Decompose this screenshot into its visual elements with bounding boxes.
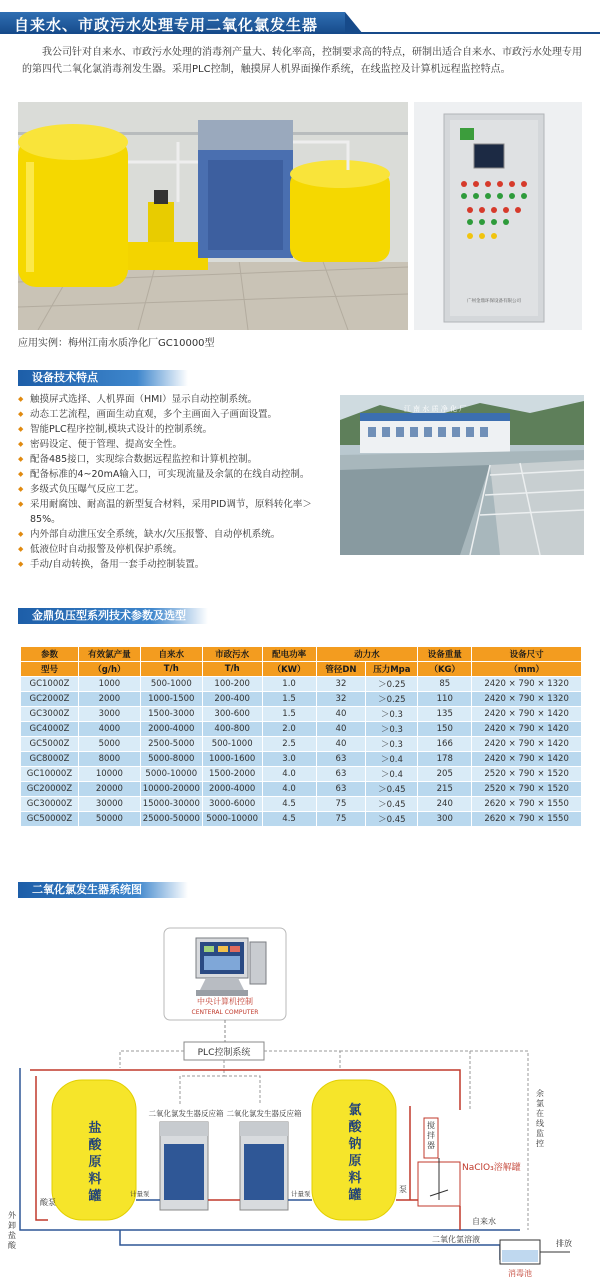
table-cell: 2420 × 790 × 1320 <box>472 692 582 707</box>
table-cell: 2420 × 790 × 1420 <box>472 722 582 737</box>
table-cell: 25000-50000 <box>140 812 202 827</box>
table-cell: 2.5 <box>262 737 316 752</box>
table-row <box>21 737 582 752</box>
feature-item: ◆ 配备485接口，实现综合数据远程监控和计算机控制。 <box>18 452 336 467</box>
table-cell: ＞0.3 <box>366 707 418 722</box>
table-row <box>21 722 582 737</box>
col-header: 设备重量 <box>418 647 472 662</box>
table-cell: 85 <box>418 677 472 692</box>
table-cell: GC50000Z <box>21 812 79 827</box>
table-cell: GC10000Z <box>21 767 79 782</box>
col-subheader: T/h <box>140 662 202 677</box>
table-cell: GC8000Z <box>21 752 79 767</box>
table-cell: 215 <box>418 782 472 797</box>
table-cell: 63 <box>316 752 366 767</box>
table-cell: 5000-8000 <box>140 752 202 767</box>
meter-pump-label-1: 计量泵 <box>130 1190 150 1198</box>
table-cell: GC5000Z <box>21 737 79 752</box>
feature-item: ◆ 手动/自动转换，备用一套手动控制装置。 <box>18 557 336 572</box>
table-cell: 63 <box>316 782 366 797</box>
feature-item: ◆ 采用耐腐蚀、耐高温的新型复合材料，采用PID调节，原料转化率＞85%。 <box>18 497 336 527</box>
feature-item: ◆ 低液位时自动报警及停机保护系统。 <box>18 542 336 557</box>
table-cell: ＞0.45 <box>366 812 418 827</box>
reactor-1-label: 二氧化氯发生器反应箱 <box>148 1109 224 1118</box>
naclo3-tank-label: 氯酸钠原料罐 <box>348 1103 362 1203</box>
table-row <box>21 707 582 722</box>
reactor-unit-1 <box>149 1108 224 1210</box>
computer-label-cn: 中央计算机控制 <box>197 997 253 1006</box>
table-row <box>21 797 582 812</box>
table-cell: 2520 × 790 × 1520 <box>472 782 582 797</box>
table-cell: 32 <box>316 692 366 707</box>
feature-item: ◆ 动态工艺流程，画面生动直观，多个主画面入子画面设置。 <box>18 407 336 422</box>
table-cell: 3000 <box>78 707 140 722</box>
tap-water-label: 自来水 <box>472 1217 496 1226</box>
control-cabinet-photo <box>414 102 582 330</box>
table-cell: 2420 × 790 × 1420 <box>472 707 582 722</box>
table-cell: 32 <box>316 677 366 692</box>
title-bar <box>0 12 600 34</box>
col-header: 配电功率 <box>262 647 316 662</box>
col-subheader: T/h <box>202 662 262 677</box>
table-cell: 30000 <box>78 797 140 812</box>
treatment-plant-illustration <box>340 395 584 555</box>
feature-item: ◆ 触摸屏式选择、人机界面（HMI）显示自动控制系统。 <box>18 392 336 407</box>
table-cell: ＞0.4 <box>366 752 418 767</box>
table-cell: 40 <box>316 737 366 752</box>
table-cell: 1000-1500 <box>140 692 202 707</box>
naclo3-dissolving-label: NaClO₃溶解罐 <box>462 1163 521 1173</box>
residual-monitor-label: 余氯在线监控 <box>536 1089 544 1148</box>
page-title: 自来水、市政污水处理专用二氧化氯发生器 <box>14 16 319 34</box>
table-cell: 63 <box>316 767 366 782</box>
table-cell: 2000-4000 <box>202 782 262 797</box>
table-cell: 75 <box>316 797 366 812</box>
table-cell: 10000-20000 <box>140 782 202 797</box>
feature-item: ◆ 内外部自动泄压安全系统，缺水/欠压报警、自动停机系统。 <box>18 527 336 542</box>
table-cell: 50000 <box>78 812 140 827</box>
table-cell: 2520 × 790 × 1520 <box>472 767 582 782</box>
table-cell: 205 <box>418 767 472 782</box>
col-header: 动力水 <box>316 647 418 662</box>
table-cell: 1000 <box>78 677 140 692</box>
table-cell: 5000-10000 <box>140 767 202 782</box>
table-section-title: 金鼎负压型系列技术参数及选型 <box>18 608 208 624</box>
table-cell: ＞0.45 <box>366 782 418 797</box>
computer-label-en: CENTERAL COMPUTER <box>191 1009 259 1016</box>
table-cell: 2000-4000 <box>140 722 202 737</box>
table-cell: 2420 × 790 × 1320 <box>472 677 582 692</box>
spec-table <box>20 646 582 827</box>
table-cell: 4000 <box>78 722 140 737</box>
table-cell: 100-200 <box>202 677 262 692</box>
col-subheader: （KG） <box>418 662 472 677</box>
pump-label: 泵 <box>399 1185 407 1194</box>
table-row <box>21 677 582 692</box>
table-cell: 2420 × 790 × 1420 <box>472 752 582 767</box>
table-cell: 1.5 <box>262 707 316 722</box>
disinfection-pool-label: 消毒池 <box>508 1269 532 1278</box>
table-cell: 3000-6000 <box>202 797 262 812</box>
table-cell: 110 <box>418 692 472 707</box>
table-cell: 1500-2000 <box>202 767 262 782</box>
reactor-2-label: 二氧化氯发生器反应箱 <box>226 1109 302 1118</box>
table-cell: 8000 <box>78 752 140 767</box>
intro-paragraph: 我公司针对自来水、市政污水处理的消毒剂产量大、转化率高，控制要求高的特点，研制出适合自来水、市政污水处理专用的第四代二氧化氯消毒剂发生器。采用PLC控制，触摸屏人机界面操作系统，在线监控及计算机远程监控特点。 <box>22 47 582 75</box>
table-cell: 4.0 <box>262 767 316 782</box>
col-subheader: 型号 <box>21 662 79 677</box>
table-cell: ＞0.3 <box>366 737 418 752</box>
table-cell: 1.5 <box>262 692 316 707</box>
table-row <box>21 752 582 767</box>
table-cell: ＞0.25 <box>366 692 418 707</box>
table-cell: 75 <box>316 812 366 827</box>
table-cell: GC3000Z <box>21 707 79 722</box>
diagram-section-title: 二氧化氯发生器系统图 <box>18 882 188 898</box>
treatment-plant-photo <box>340 395 584 555</box>
plant-sign: 江 南 水 质 净 化 厂 <box>403 405 467 413</box>
col-subheader: 管径DN <box>316 662 366 677</box>
table-row <box>21 812 582 827</box>
table-cell: 15000-30000 <box>140 797 202 812</box>
table-cell: 4.0 <box>262 782 316 797</box>
table-cell: 1000-1600 <box>202 752 262 767</box>
table-cell: 300-600 <box>202 707 262 722</box>
table-cell: 5000-10000 <box>202 812 262 827</box>
table-cell: 1500-3000 <box>140 707 202 722</box>
table-cell: 500-1000 <box>202 737 262 752</box>
col-subheader: （KW） <box>262 662 316 677</box>
table-cell: 40 <box>316 722 366 737</box>
col-header: 市政污水 <box>202 647 262 662</box>
col-subheader: 压力Mpa <box>366 662 418 677</box>
table-cell: 5000 <box>78 737 140 752</box>
table-cell: 2000 <box>78 692 140 707</box>
feature-item: ◆ 多级式负压曝气反应工艺。 <box>18 482 336 497</box>
table-cell: 2420 × 790 × 1420 <box>472 737 582 752</box>
table-header-row <box>21 662 582 677</box>
col-header: 有效氯产量 <box>78 647 140 662</box>
meter-pump-label-2: 计量泵 <box>291 1190 311 1198</box>
feature-item: ◆ 智能PLC程序控制,模块式设计的控制系统。 <box>18 422 336 437</box>
table-cell: 150 <box>418 722 472 737</box>
table-cell: 2.0 <box>262 722 316 737</box>
table-cell: ＞0.25 <box>366 677 418 692</box>
table-row <box>21 692 582 707</box>
table-cell: 178 <box>418 752 472 767</box>
table-cell: 2620 × 790 × 1550 <box>472 797 582 812</box>
table-cell: 1.0 <box>262 677 316 692</box>
feature-item: ◆ 密码设定、便于管理、提高安全性。 <box>18 437 336 452</box>
col-header: 设备尺寸 <box>472 647 582 662</box>
table-cell: GC20000Z <box>21 782 79 797</box>
clo2-solution-label: 二氧化氯溶液 <box>432 1235 480 1244</box>
table-row <box>21 782 582 797</box>
table-cell: 400-800 <box>202 722 262 737</box>
table-cell: 200-400 <box>202 692 262 707</box>
table-cell: 10000 <box>78 767 140 782</box>
features-list <box>18 392 336 572</box>
table-cell: GC1000Z <box>21 677 79 692</box>
table-cell: 2500-5000 <box>140 737 202 752</box>
table-cell: GC4000Z <box>21 722 79 737</box>
table-cell: 40 <box>316 707 366 722</box>
stirrer-label: 搅拌器 <box>427 1121 435 1150</box>
table-cell: 300 <box>418 812 472 827</box>
plc-label: PLC控制系统 <box>197 1048 251 1058</box>
cabinet-label: 广州金鼎环保设备有限公司 <box>467 299 521 304</box>
plant-photo <box>18 102 408 330</box>
table-cell: 4.5 <box>262 812 316 827</box>
table-cell: ＞0.4 <box>366 767 418 782</box>
table-cell: 135 <box>418 707 472 722</box>
table-cell: 240 <box>418 797 472 812</box>
control-cabinet-illustration <box>414 102 582 330</box>
acid-pump-label: 酸泵 <box>40 1198 56 1207</box>
table-row <box>21 767 582 782</box>
plant-photo-illustration <box>18 102 408 330</box>
table-cell: 2620 × 790 × 1550 <box>472 812 582 827</box>
features-section-title: 设备技术特点 <box>18 370 188 386</box>
col-header: 参数 <box>21 647 79 662</box>
table-header-row <box>21 647 582 662</box>
system-diagram <box>0 900 600 1286</box>
feature-item: ◆ 配备标准的4~20mA输入口，可实现流量及余氯的在线自动控制。 <box>18 467 336 482</box>
unload-acid-label: 外卸盐酸 <box>8 1211 16 1250</box>
table-cell: ＞0.3 <box>366 722 418 737</box>
table-cell: 166 <box>418 737 472 752</box>
table-cell: 500-1000 <box>140 677 202 692</box>
photo-caption: 应用实例：梅州江南水质净化厂GC10000型 <box>18 338 215 349</box>
hcl-tank-label: 盐酸原料罐 <box>88 1121 102 1204</box>
table-cell: 3.0 <box>262 752 316 767</box>
table-cell: ＞0.45 <box>366 797 418 812</box>
table-cell: 20000 <box>78 782 140 797</box>
table-cell: 4.5 <box>262 797 316 812</box>
table-cell: GC30000Z <box>21 797 79 812</box>
col-header: 自来水 <box>140 647 202 662</box>
col-subheader: （g/h） <box>78 662 140 677</box>
discharge-label: 排放 <box>556 1239 572 1248</box>
col-subheader: （mm） <box>472 662 582 677</box>
table-cell: GC2000Z <box>21 692 79 707</box>
